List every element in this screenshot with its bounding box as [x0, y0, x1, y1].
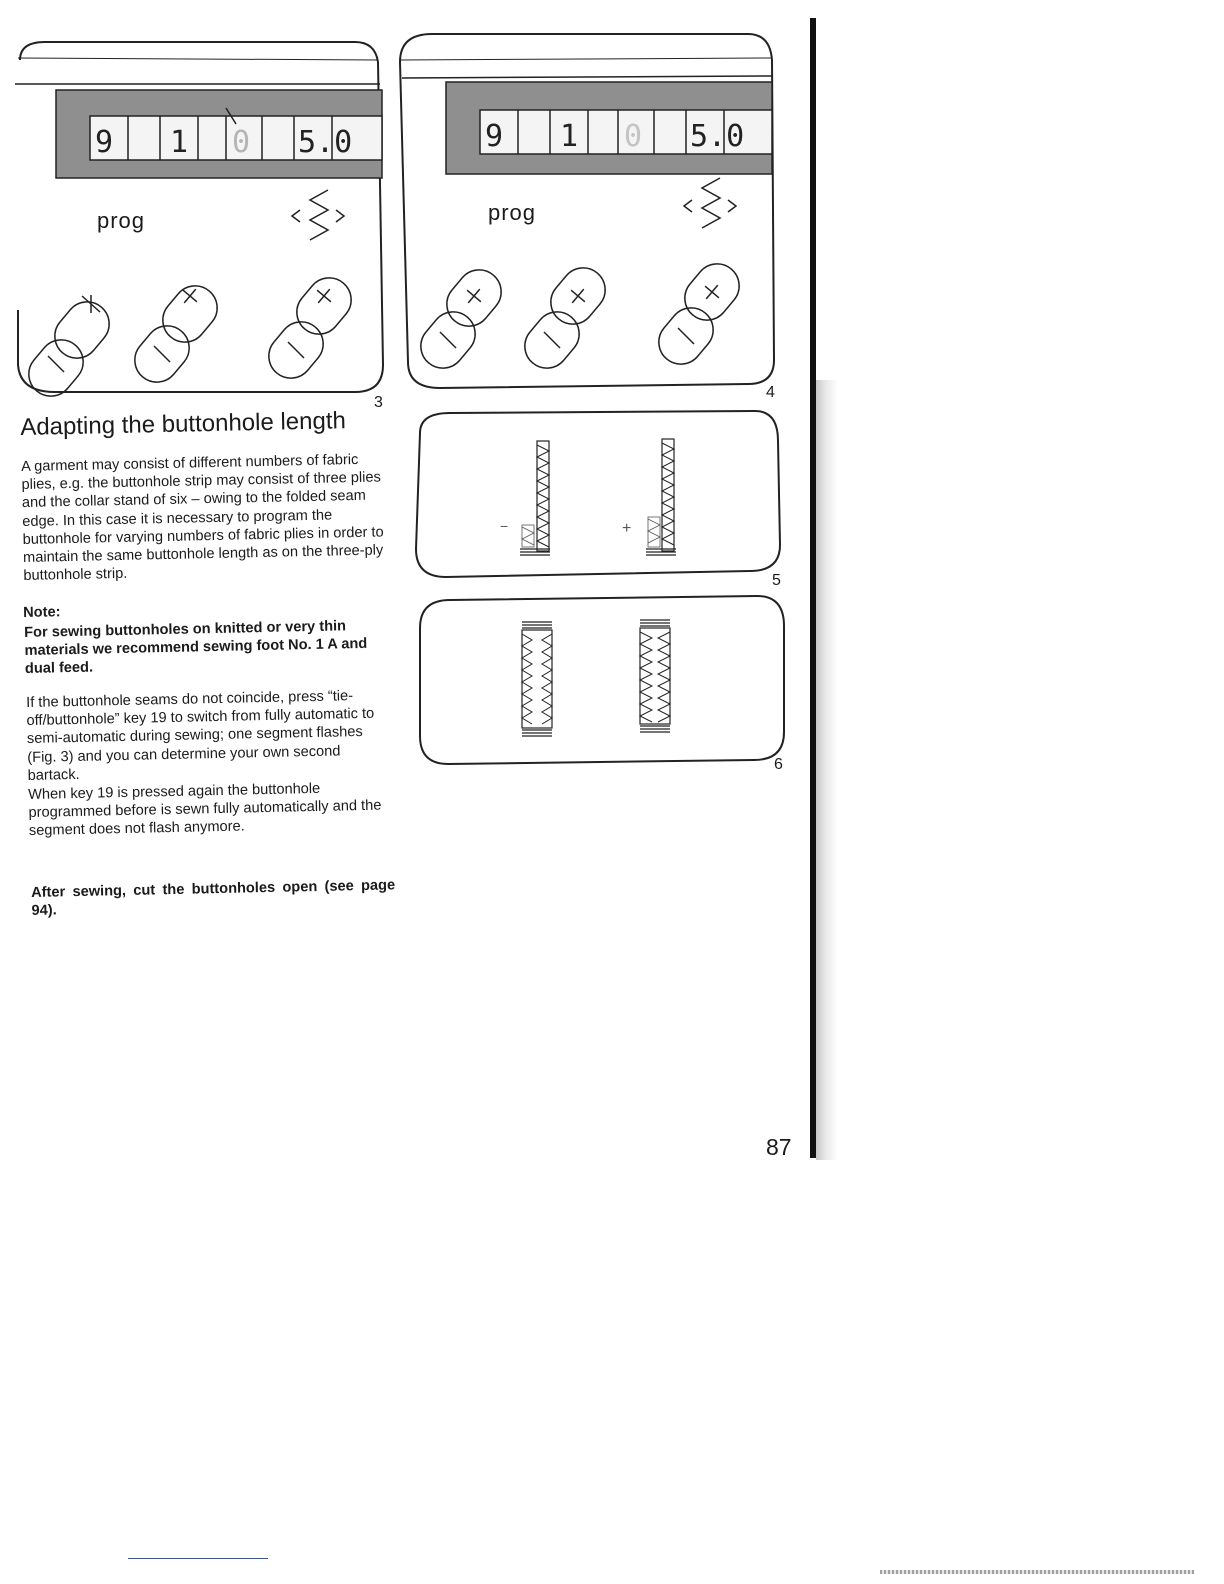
figure-6-buttonholes	[412, 592, 792, 772]
section-heading: Adapting the buttonhole length	[20, 407, 347, 441]
lcd-digit-1: 9	[95, 125, 114, 160]
plus-minus-button-1[interactable]	[20, 293, 118, 405]
figure-number-5: 5	[772, 572, 781, 589]
plus-minus-button-2[interactable]	[516, 259, 614, 377]
paragraph-plies: A garment may consist of different numbers of fabric plies, e.g. the buttonhole strip may consist of three plies and the collar stand of six – owing to the folded seam edge. In this case it is necessary to program the buttonhole for varying numbers of fabric plies in order to maintain the same buttonhole length as on the three-ply buttonhole strip.	[21, 451, 384, 585]
zigzag-stitch-icon	[684, 178, 736, 228]
plus-minus-button-1[interactable]	[412, 261, 510, 377]
scan-artifact	[880, 1570, 1194, 1574]
lcd-digit-3-flashing: 0	[624, 119, 643, 154]
lcd-digit-2: 1	[560, 119, 579, 154]
plus-sign: +	[622, 520, 632, 537]
paragraph-key-19: When key 19 is pressed again the buttonhole programmed before is sewn fully automatically and the segment does not flash anymore.	[28, 780, 382, 840]
after-sewing-instruction: After sewing, cut the buttonholes open (see page 94).	[31, 877, 396, 920]
minus-sign: −	[500, 518, 509, 534]
plus-minus-button-3[interactable]	[650, 255, 748, 373]
lcd-digit-4: 5.0	[298, 125, 353, 160]
page-edge-shadow	[816, 380, 838, 1160]
buttonhole-stitch-right	[646, 439, 676, 555]
lcd-digit-4: 5.0	[690, 119, 745, 154]
zigzag-stitch-icon	[292, 190, 344, 240]
figure-number-4: 4	[766, 384, 775, 401]
prog-label-fig3: prog	[97, 208, 146, 233]
plus-minus-button-2[interactable]	[126, 277, 226, 391]
buttonhole-stitch-left	[520, 441, 550, 555]
buttonhole-complete-left	[522, 622, 552, 736]
control-panel-fig3	[0, 0, 400, 420]
bottom-rule	[128, 1558, 268, 1559]
figure-number-3: 3	[374, 394, 383, 411]
plus-minus-button-3[interactable]	[260, 269, 360, 387]
lcd-digit-3-flashing: 0	[232, 125, 251, 160]
figure-number-6: 6	[774, 756, 783, 773]
note-label: Note:	[23, 604, 61, 621]
buttonhole-complete-right	[640, 620, 670, 732]
lcd-digit-1: 9	[485, 119, 504, 154]
note-text: For sewing buttonholes on knitted or very thin materials we recommend sewing foot No. 1 A and dual feed.	[24, 618, 368, 678]
prog-label-fig4: prog	[488, 200, 537, 225]
paragraph-semi-automatic: If the buttonhole seams do not coincide, press “tie-off/buttonhole” key 19 to switch from fully automatic to semi-automatic during sewing; one segment flashes (Fig. 3) and you can determine your own second bartack.	[26, 688, 375, 784]
lcd-digit-2: 1	[170, 125, 189, 160]
figure-5-buttonhole-adjust	[410, 405, 790, 585]
control-panel-fig4	[392, 0, 792, 410]
page-number: 87	[766, 1134, 792, 1160]
